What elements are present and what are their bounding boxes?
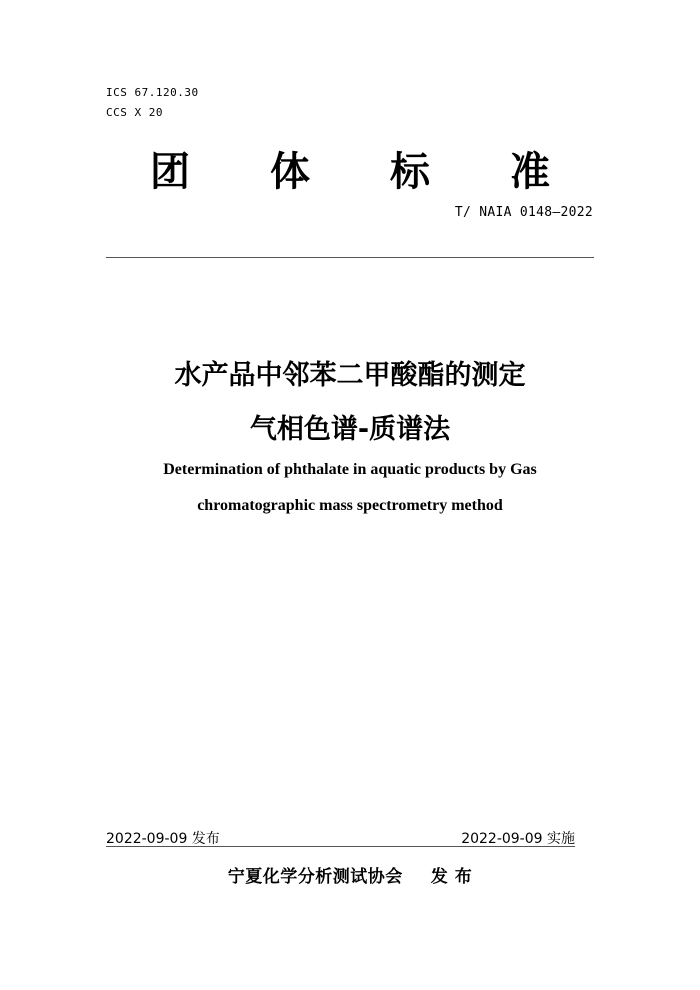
issue-date: 2022-09-09 发布 xyxy=(106,831,220,847)
footer-divider xyxy=(106,846,575,847)
doc-type-char-2: 体 xyxy=(270,149,310,195)
title-chinese-line-1: 水产品中邻苯二甲酸酯的测定 xyxy=(174,360,526,391)
implementation-date: 2022-09-09 实施 xyxy=(461,831,575,847)
doc-type-char-1: 团 xyxy=(150,149,190,195)
publisher-action: 发 布 xyxy=(430,867,473,887)
title-chinese-line-2: 气相色谱-质谱法 xyxy=(249,414,451,445)
header-divider xyxy=(106,257,594,258)
title-english-line-1: Determination of phthalate in aquatic products by Gas xyxy=(163,461,537,478)
document-type-heading xyxy=(150,140,550,197)
standard-number: T/ NAIA 0148—2022 xyxy=(454,205,593,220)
title-english-line-2: chromatographic mass spectrometry method xyxy=(197,497,503,514)
publisher-line xyxy=(0,862,700,887)
doc-type-char-4: 准 xyxy=(510,149,550,195)
doc-type-char-3: 标 xyxy=(390,149,430,195)
publisher-name: 宁夏化学分析测试协会 xyxy=(227,867,403,887)
ccs-code: CCS X 20 xyxy=(106,106,163,119)
ics-code: ICS 67.120.30 xyxy=(106,86,199,99)
